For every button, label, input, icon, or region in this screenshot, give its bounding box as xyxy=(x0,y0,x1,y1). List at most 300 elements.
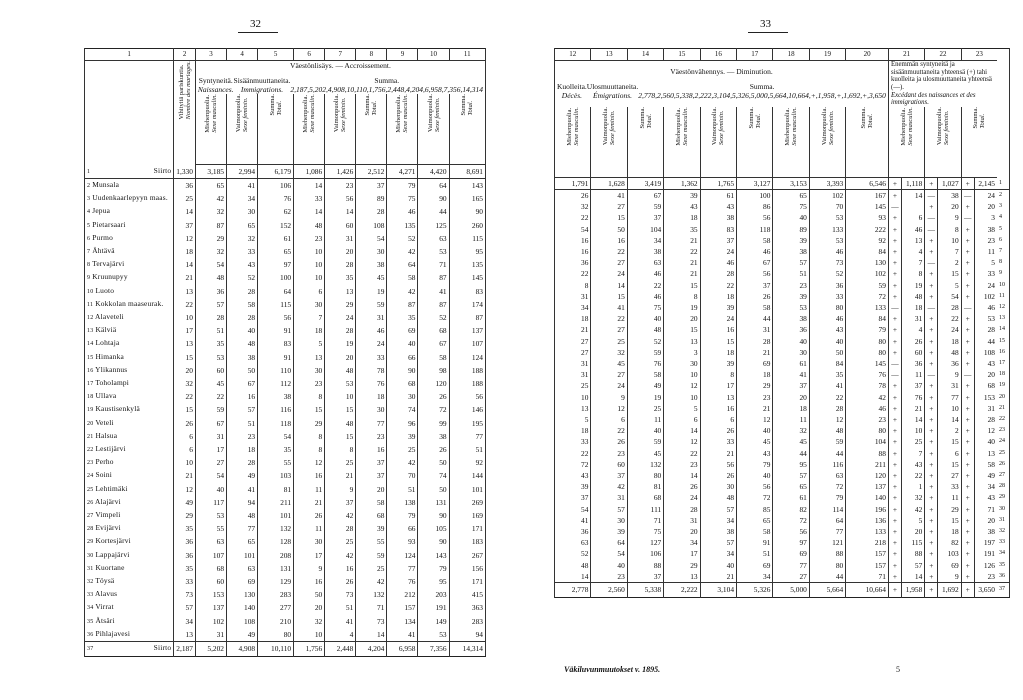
cell-value: 27 xyxy=(773,571,809,583)
cell-value: 45 xyxy=(591,358,627,369)
cell-value: 42 xyxy=(846,392,889,403)
cell-value: 65 xyxy=(227,535,258,548)
cell-value: 24 xyxy=(591,268,627,279)
cell-value: 83 xyxy=(700,224,736,235)
row-number: 5 xyxy=(999,225,1002,232)
row-number: 31 xyxy=(87,565,94,572)
cell-value: 77 xyxy=(773,560,809,571)
cell-value: 120 xyxy=(846,470,889,481)
table-row xyxy=(85,377,486,390)
cell-value: 14 xyxy=(591,280,627,291)
cell-value: 125 xyxy=(418,219,449,232)
cell-value: 18 xyxy=(174,245,196,258)
sign-cell: + xyxy=(888,257,901,268)
cell-value: 3,650 xyxy=(974,583,997,598)
sign-cell: + xyxy=(925,436,938,447)
cell-value: 70 xyxy=(809,201,845,212)
cell-value: 15 xyxy=(938,459,961,470)
cell-value: 34 xyxy=(664,537,700,548)
table-row xyxy=(85,298,486,311)
cell-value: 5 xyxy=(974,257,997,268)
municipality-cell xyxy=(85,337,174,350)
cell-value: 55 xyxy=(195,522,226,535)
municipality-name: Lappajärvi xyxy=(93,549,130,559)
cell-value: 23 xyxy=(294,232,325,245)
cell-value: 43 xyxy=(901,459,924,470)
cell-value: 33 xyxy=(974,268,997,279)
cell-value: 59 xyxy=(627,201,663,212)
cell-value: 35 xyxy=(387,311,418,324)
table-row xyxy=(555,425,1010,436)
cell-value: 27 xyxy=(591,324,627,335)
table-row xyxy=(555,537,1010,548)
cell-value: 11 xyxy=(294,483,325,496)
cell-value: 42 xyxy=(387,456,418,469)
cell-value: 95 xyxy=(773,459,809,470)
total-value: 4,204 xyxy=(356,642,387,657)
right-page xyxy=(520,0,1023,700)
table-row xyxy=(85,311,486,324)
cell-value: 7 xyxy=(901,448,924,459)
cell-value: 3,153 xyxy=(773,177,809,189)
cell-value: 82 xyxy=(773,504,809,515)
cell-value: 31 xyxy=(555,369,591,380)
table-row xyxy=(555,436,1010,447)
cell-value: 9 xyxy=(938,212,961,223)
cell-value: 61 xyxy=(773,358,809,369)
cell-value: 20 xyxy=(356,483,387,496)
cell-value: 188 xyxy=(449,377,485,390)
row-number: 7 xyxy=(999,247,1002,254)
cell-value: 52 xyxy=(809,268,845,279)
cell-value: 211 xyxy=(258,496,294,509)
cell-value: 78 xyxy=(846,380,889,391)
cell-value: 23 xyxy=(664,459,700,470)
sign-cell: + xyxy=(925,358,938,369)
cell-value: 18 xyxy=(938,526,961,537)
row-number: 17 xyxy=(87,380,94,387)
table-row xyxy=(85,522,486,535)
cell-value: 48 xyxy=(325,417,356,430)
row-number: 33 xyxy=(999,539,1005,546)
column-number: 6 xyxy=(294,49,325,61)
cell-value: 58 xyxy=(356,496,387,509)
municipality-cell xyxy=(85,522,174,535)
cell-value: 40 xyxy=(737,425,773,436)
cell-value: 21 xyxy=(664,257,700,268)
row-number: 32 xyxy=(87,579,94,585)
sign-cell: + xyxy=(961,280,974,291)
cell-value: 126 xyxy=(974,560,997,571)
cell-value: 77 xyxy=(449,430,485,443)
cell-value: 41 xyxy=(227,178,258,192)
cell-value: 110 xyxy=(258,364,294,377)
sign-cell: + xyxy=(925,414,938,425)
cell-value: 10 xyxy=(325,390,356,403)
cell-value: 50 xyxy=(418,483,449,496)
municipality-cell xyxy=(85,628,174,642)
table-row xyxy=(85,337,486,350)
cell-value: 53 xyxy=(809,235,845,246)
cell-value: 72 xyxy=(773,515,809,526)
cell-value: 57 xyxy=(700,504,736,515)
vertical-subheader: Vaimonpuolia. Sexe feminin. xyxy=(925,107,961,178)
sign-cell: + xyxy=(888,336,901,347)
cell-value: 29 xyxy=(325,298,356,311)
cell-value: 19 xyxy=(901,280,924,291)
cell-value: 72 xyxy=(555,459,591,470)
cell-value: 49 xyxy=(174,496,196,509)
municipality-name: Lohtaja xyxy=(93,338,120,348)
cell-value: 45 xyxy=(356,271,387,284)
municipality-cell xyxy=(85,232,174,245)
cell-value: 80 xyxy=(809,302,845,313)
cell-value: 208 xyxy=(258,549,294,562)
cell-value: 121 xyxy=(809,537,845,548)
cell-value: 132 xyxy=(627,459,663,470)
cell-value: 23 xyxy=(974,571,997,583)
cell-value: 11 xyxy=(974,246,997,257)
cell-value: 61 xyxy=(773,492,809,503)
cell-value: 28 xyxy=(227,456,258,469)
cell-value: 143 xyxy=(418,549,449,562)
cell-value: 49 xyxy=(227,628,258,642)
column-number: 11 xyxy=(449,49,485,61)
sign-cell: + xyxy=(888,268,901,279)
cell-value: 108 xyxy=(356,219,387,232)
cell-value: 96 xyxy=(387,417,418,430)
total-value: 2,187 xyxy=(174,642,196,657)
table-row xyxy=(555,470,1010,481)
left-page xyxy=(0,0,500,700)
sign-cell: + xyxy=(888,515,901,526)
cell-value: 48 xyxy=(901,291,924,302)
total-label-cell xyxy=(85,642,174,657)
cell-value: 65 xyxy=(773,481,809,492)
cell-value: 146 xyxy=(449,403,485,416)
cell-value: 43 xyxy=(700,201,736,212)
cell-value: 15 xyxy=(591,291,627,302)
municipality-cell xyxy=(85,245,174,258)
cell-value: 7 xyxy=(294,311,325,324)
cell-value: 24 xyxy=(356,337,387,350)
cell-value: 6 xyxy=(174,430,196,443)
cell-value: 5 xyxy=(901,515,924,526)
cell-value: 36 xyxy=(938,358,961,369)
table-row xyxy=(555,504,1010,515)
cell-value: 117 xyxy=(195,496,226,509)
cell-value: 59 xyxy=(846,280,889,291)
cell-value: 18 xyxy=(773,403,809,414)
row-number: 31 xyxy=(999,516,1005,523)
cell-value: 80 xyxy=(627,470,663,481)
cell-value: 84 xyxy=(809,358,845,369)
cell-value: 131 xyxy=(258,562,294,575)
cell-value: 19 xyxy=(627,392,663,403)
cell-value: 46 xyxy=(737,246,773,257)
cell-value: 21 xyxy=(294,496,325,509)
cell-value: 63 xyxy=(227,562,258,575)
table-row xyxy=(555,358,1010,369)
sign-cell: + xyxy=(961,347,974,358)
municipality-cell xyxy=(85,271,174,284)
cell-value: 79 xyxy=(387,178,418,192)
column-number: 5 xyxy=(258,49,294,61)
total-value: 5,202 xyxy=(195,642,226,657)
row-number: 15 xyxy=(87,354,94,361)
cell-value: 53 xyxy=(773,302,809,313)
cell-value: 13 xyxy=(974,448,997,459)
cell-value: 156 xyxy=(449,562,485,575)
cell-value: 28 xyxy=(195,311,226,324)
sign-cell: + xyxy=(925,280,938,291)
cell-value: 46 xyxy=(901,224,924,235)
cell-value: 77 xyxy=(387,562,418,575)
municipality-cell xyxy=(85,535,174,548)
cell-value: 26 xyxy=(325,575,356,588)
cell-value: 42 xyxy=(325,509,356,522)
table-row xyxy=(85,588,486,601)
row-number: 12 xyxy=(999,304,1005,310)
cell-value: 28 xyxy=(700,268,736,279)
cell-value: 70 xyxy=(387,469,418,482)
cell-value: 112 xyxy=(258,377,294,390)
row-number: 27 xyxy=(87,512,94,519)
decrease-table xyxy=(554,48,1010,598)
cell-value: 67 xyxy=(627,189,663,201)
cell-value: 48 xyxy=(938,347,961,358)
row-number: 37 xyxy=(87,646,94,653)
cell-value: 15 xyxy=(938,436,961,447)
municipality-name: Munsala xyxy=(90,179,120,189)
vertical-subheader: Vaimonpuolia. Sexe feminin. xyxy=(591,107,627,178)
sign-cell: + xyxy=(961,235,974,246)
table-row xyxy=(85,271,486,284)
cell-value: 45 xyxy=(773,436,809,447)
table-row xyxy=(555,189,1010,201)
municipality-name: Lestijärvi xyxy=(93,443,126,453)
cell-value: 20 xyxy=(325,245,356,258)
table-row xyxy=(85,351,486,364)
cell-value: 35 xyxy=(174,522,196,535)
total-value: 6,958 xyxy=(387,642,418,657)
cell-value: 108 xyxy=(227,615,258,628)
cell-value: 33 xyxy=(938,481,961,492)
vertical-subheader: Miehenpuolia. Sexe masculin. xyxy=(664,107,700,178)
sign-cell: + xyxy=(888,414,901,425)
cell-value: 23 xyxy=(591,571,627,583)
cell-value: 2,560 xyxy=(591,583,627,598)
cell-value: 90 xyxy=(418,535,449,548)
sign-cell: + xyxy=(925,492,938,503)
sign-cell: + xyxy=(925,235,938,246)
cell-value: 34 xyxy=(700,548,736,559)
cell-value: 171 xyxy=(449,522,485,535)
cell-value: 80 xyxy=(809,560,845,571)
cell-value: 59 xyxy=(195,403,226,416)
cell-value: 36 xyxy=(195,285,226,298)
cell-value: 38 xyxy=(356,258,387,271)
cell-value: 36 xyxy=(174,535,196,548)
cell-value: 18 xyxy=(901,302,924,313)
cell-value: 21 xyxy=(555,324,591,335)
cell-value: 14 xyxy=(664,470,700,481)
row-number: 6 xyxy=(999,236,1002,243)
cell-value: 124 xyxy=(449,351,485,364)
cell-value: 30 xyxy=(356,245,387,258)
cell-value: 130 xyxy=(846,257,889,268)
cell-value: 12 xyxy=(809,414,845,425)
sign-cell: + xyxy=(888,392,901,403)
row-number: 32 xyxy=(999,528,1005,535)
table-row xyxy=(555,235,1010,246)
cell-value: 60 xyxy=(591,459,627,470)
cell-value: 73 xyxy=(325,588,356,601)
cell-value: 73 xyxy=(356,615,387,628)
row-number: 15 xyxy=(999,337,1005,344)
cell-value: 72 xyxy=(418,403,449,416)
cell-value: 45 xyxy=(627,448,663,459)
cell-value: 16 xyxy=(700,324,736,335)
municipality-cell xyxy=(85,588,174,601)
cell-value: 40 xyxy=(627,313,663,324)
cell-value: 48 xyxy=(700,492,736,503)
cell-value: 22 xyxy=(809,392,845,403)
cell-value: 2,994 xyxy=(227,165,258,179)
cell-value: 153 xyxy=(974,392,997,403)
cell-value: 12 xyxy=(174,483,196,496)
municipality-name: Ylikannus xyxy=(93,364,128,374)
municipality-name: Kokkolan maaseurak. xyxy=(93,298,164,308)
cell-value: 28 xyxy=(974,324,997,335)
municipality-cell xyxy=(85,205,174,218)
cell-value: 33 xyxy=(174,575,196,588)
cell-value: 69 xyxy=(387,324,418,337)
cell-value: 66 xyxy=(387,522,418,535)
cell-value: 83 xyxy=(258,337,294,350)
cell-value: 102 xyxy=(974,291,997,302)
cell-value: 27 xyxy=(591,369,627,380)
cell-value: 14 xyxy=(325,205,356,218)
sign-cell: + xyxy=(961,324,974,335)
cell-value: 11 xyxy=(773,414,809,425)
cell-value: 97 xyxy=(773,537,809,548)
column-number-row xyxy=(555,49,1010,61)
cell-value: 61 xyxy=(258,232,294,245)
municipality-name: Vimpeli xyxy=(93,509,121,519)
cell-value: 140 xyxy=(846,492,889,503)
cell-value: 10 xyxy=(294,271,325,284)
cell-value: 32 xyxy=(773,425,809,436)
cell-value: 137 xyxy=(195,601,226,614)
cell-value: 36 xyxy=(174,549,196,562)
cell-value: 30 xyxy=(387,390,418,403)
cell-value: 21 xyxy=(737,403,773,414)
sign-cell: — xyxy=(961,212,974,223)
cell-value: 6 xyxy=(174,443,196,456)
cell-value: 15 xyxy=(591,212,627,223)
row-number: 6 xyxy=(87,235,91,242)
cell-value: 58 xyxy=(387,271,418,284)
table-row xyxy=(85,456,486,469)
cell-value: 2,778 xyxy=(555,583,591,598)
sign-cell: — xyxy=(925,224,938,235)
cell-value: 52 xyxy=(227,271,258,284)
cell-value: 5,338 xyxy=(627,583,663,598)
cell-value: 3,393 xyxy=(809,177,845,189)
cell-value: 37 xyxy=(325,496,356,509)
municipality-name: Pietarsaari xyxy=(90,219,126,229)
sign-cell: — xyxy=(925,302,938,313)
cell-value: 36 xyxy=(901,358,924,369)
row-number: 16 xyxy=(87,367,94,374)
row-number: 36 xyxy=(999,572,1005,579)
cell-value: 72 xyxy=(809,481,845,492)
table-row xyxy=(85,258,486,271)
cell-value: 52 xyxy=(418,311,449,324)
cell-value: 76 xyxy=(901,392,924,403)
table-row xyxy=(85,575,486,588)
row-number: 20 xyxy=(87,420,94,427)
municipality-cell xyxy=(85,390,174,403)
sign-cell: + xyxy=(961,177,974,189)
cell-value: 98 xyxy=(418,364,449,377)
cell-value: 37 xyxy=(174,219,196,232)
cell-value: 92 xyxy=(846,235,889,246)
column-number: 9 xyxy=(387,49,418,61)
cell-value: 37 xyxy=(555,492,591,503)
row-number: 28 xyxy=(999,483,1005,490)
cell-value: 167 xyxy=(846,189,889,201)
cell-value: 64 xyxy=(387,258,418,271)
row-number: 4 xyxy=(87,209,91,216)
cell-value: 48 xyxy=(809,425,845,436)
cell-value: 40 xyxy=(195,483,226,496)
cell-value: 135 xyxy=(387,219,418,232)
cell-value: 8 xyxy=(700,369,736,380)
cell-value: 81 xyxy=(627,481,663,492)
sign-cell: + xyxy=(961,268,974,279)
cell-value: 63 xyxy=(418,232,449,245)
cell-value: 132 xyxy=(258,522,294,535)
cell-value: 1,330 xyxy=(174,165,196,179)
municipality-cell xyxy=(85,456,174,469)
row-number: 7 xyxy=(87,248,91,255)
cell-value: 2,145 xyxy=(974,177,997,189)
cell-value: 46 xyxy=(387,205,418,218)
cell-value: 18 xyxy=(700,291,736,302)
cell-value: 25 xyxy=(555,380,591,391)
cell-value: 58 xyxy=(227,298,258,311)
municipality-cell xyxy=(85,443,174,456)
cell-value: 37 xyxy=(627,571,663,583)
column-number: 22 xyxy=(925,49,961,61)
sign-cell: + xyxy=(925,336,938,347)
cell-value: 2 xyxy=(938,425,961,436)
cell-value: 1,692 xyxy=(938,583,961,598)
cell-value: 27 xyxy=(555,347,591,358)
cell-value: 260 xyxy=(449,219,485,232)
cell-value: 171 xyxy=(449,575,485,588)
sign-cell: + xyxy=(925,504,938,515)
cell-value: 191 xyxy=(974,548,997,559)
sign-cell: + xyxy=(925,291,938,302)
cell-value: 210 xyxy=(258,615,294,628)
cell-value: 14 xyxy=(294,178,325,192)
cell-value: 54 xyxy=(591,548,627,559)
cell-value: 138 xyxy=(387,496,418,509)
vertical-subheader: Vaimonpuolia. Sexe feminin. xyxy=(700,107,736,178)
